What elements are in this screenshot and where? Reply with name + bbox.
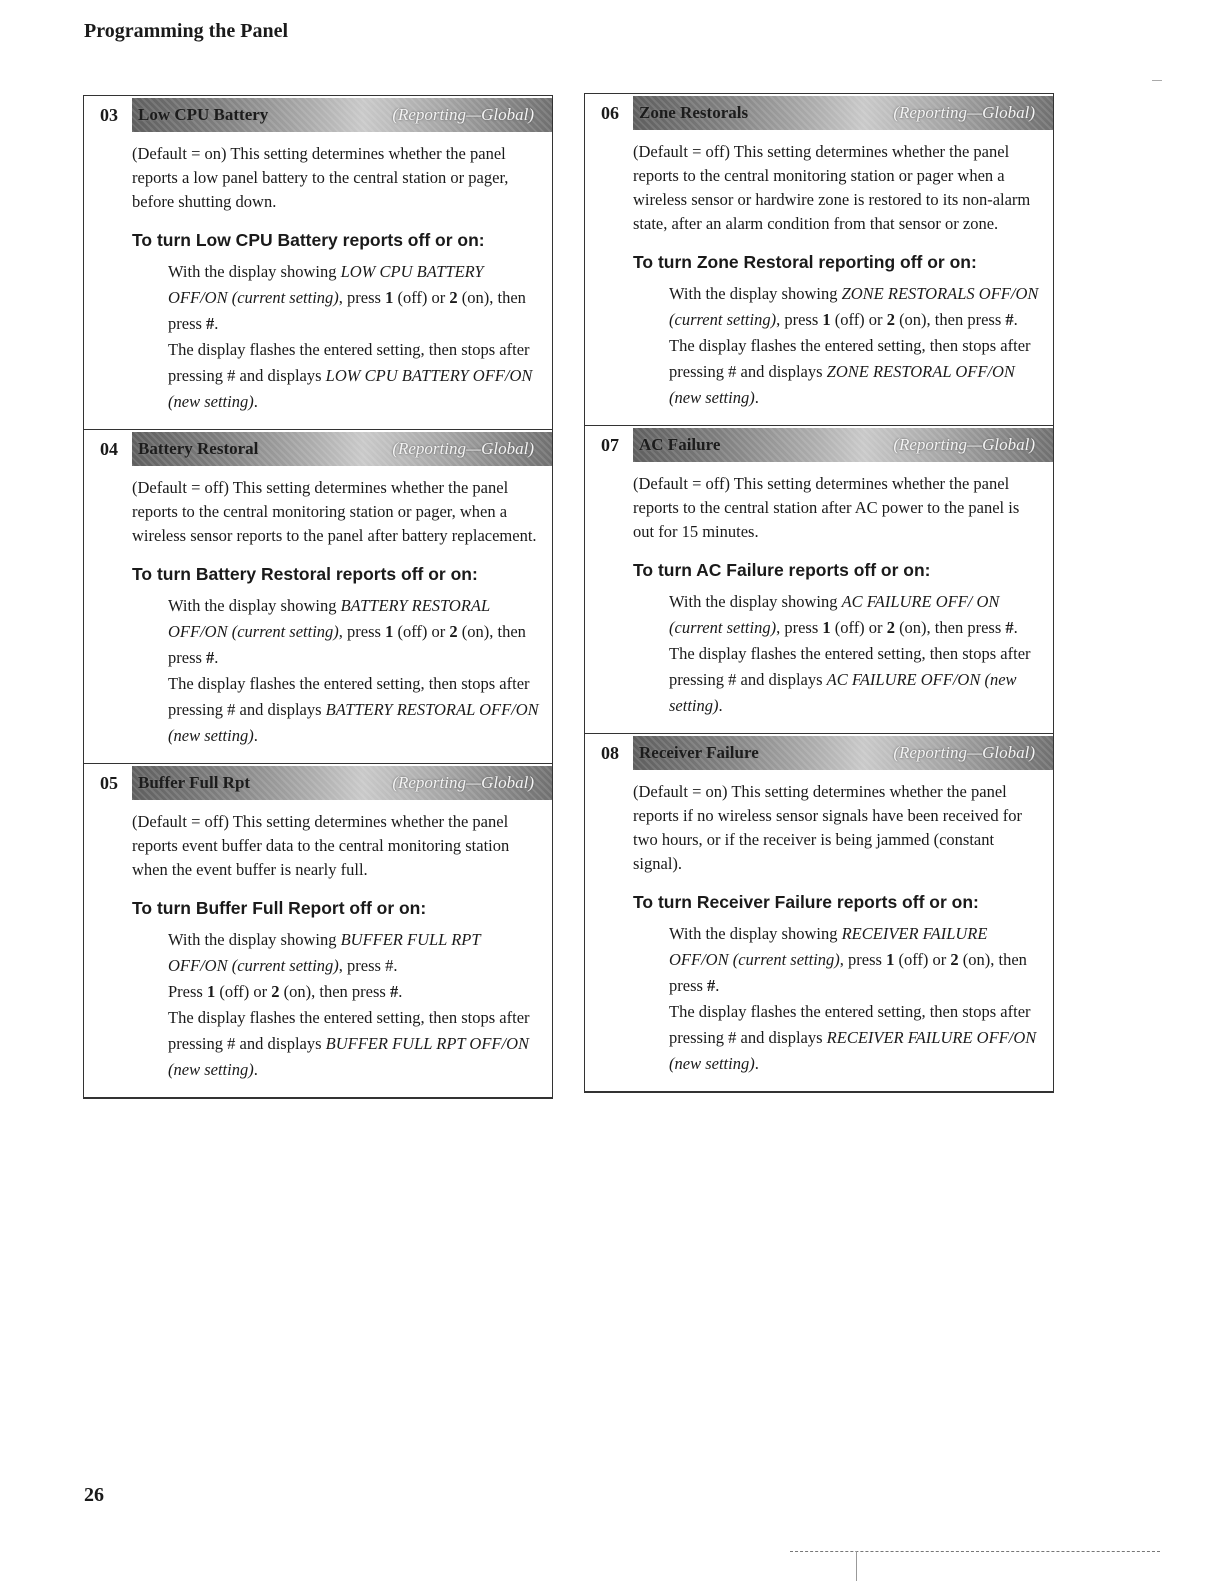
section-description: (Default = off) This setting determines whether the panel reports event buffer data to the central monitoring station when the event buffer is nearly full.	[132, 812, 510, 879]
instruction-steps	[168, 593, 542, 749]
section-06	[585, 94, 1053, 425]
instruction-heading: To turn Buffer Full Report off or on:	[132, 898, 427, 918]
instruction-step-1: With the display showing AC FAILURE OFF/ ON (current setting), press 1 (off) or 2 (on), then press #.	[669, 592, 1018, 637]
section-body	[585, 464, 1053, 733]
instruction-steps	[168, 259, 542, 415]
section-header	[585, 94, 1053, 132]
section-title: Low CPU Battery	[138, 105, 269, 124]
section-description: (Default = on) This setting determines whether the panel reports a low panel battery to the central station or pager, before shutting down.	[132, 144, 509, 211]
instruction-step-1: With the display showing BATTERY RESTORAL OFF/ON (current setting), press 1 (off) or 2 (on), then press #.	[168, 596, 526, 667]
instruction-heading: To turn Low CPU Battery reports off or on:	[132, 230, 485, 250]
section-number: 04	[100, 438, 118, 459]
section-description: (Default = off) This setting determines whether the panel reports to the central monitoring station or pager when a wireless sensor or hardwire zone is restored to its non-alarm state, after an alarm condition from that sensor or zone.	[633, 142, 1031, 233]
section-category: (Reporting—Global)	[893, 103, 1035, 122]
section-title: Zone Restorals	[639, 103, 749, 122]
section-category: (Reporting—Global)	[392, 773, 534, 792]
instruction-step-1: With the display showing LOW CPU BATTERY OFF/ON (current setting), press 1 (off) or 2 (on), then press #.	[168, 262, 526, 333]
instruction-heading: To turn Receiver Failure reports off or on:	[633, 892, 979, 912]
section-description: (Default = on) This setting determines whether the panel reports if no wireless sensor signals have been received for two hours, or if the receiver is being jammed (constant signal).	[633, 782, 1022, 873]
section-category: (Reporting—Global)	[392, 105, 534, 124]
section-body	[585, 772, 1053, 1091]
section-header	[84, 430, 552, 468]
section-title: Buffer Full Rpt	[138, 773, 251, 792]
section-number: 05	[100, 772, 118, 793]
section-number: 08	[601, 742, 619, 763]
instruction-step-1: With the display showing BUFFER FULL RPT OFF/ON (current setting), press #.	[168, 930, 481, 975]
section-header	[84, 96, 552, 134]
section-header	[84, 764, 552, 802]
instruction-step-2: The display flashes the entered setting, then stops after pressing # and displays LOW CPU BATTERY OFF/ON (new setting).	[168, 340, 533, 411]
left-column	[83, 95, 553, 1099]
section-body	[84, 134, 552, 429]
section-title-bar	[633, 96, 1053, 130]
page-header: Programming the Panel	[84, 20, 289, 42]
section-03	[84, 96, 552, 429]
instruction-steps	[168, 927, 542, 1083]
section-number: 06	[601, 102, 619, 123]
footer-tick	[856, 1551, 857, 1581]
section-title: Receiver Failure	[639, 743, 759, 762]
section-category: (Reporting—Global)	[392, 439, 534, 458]
section-title-bar	[132, 432, 552, 466]
instruction-step-1b: Press 1 (off) or 2 (on), then press #.	[168, 982, 403, 1001]
instruction-heading: To turn Zone Restoral reporting off or on:	[633, 252, 977, 272]
instruction-steps	[669, 589, 1043, 719]
section-category: (Reporting—Global)	[893, 743, 1035, 762]
instruction-steps	[669, 921, 1043, 1077]
section-number: 07	[601, 434, 619, 455]
footer-rule	[790, 1551, 1160, 1552]
section-number: 03	[100, 104, 118, 125]
section-title-bar	[132, 98, 552, 132]
section-body	[585, 132, 1053, 425]
section-08	[585, 733, 1053, 1091]
section-05	[84, 763, 552, 1097]
instruction-step-2: The display flashes the entered setting, then stops after pressing # and displays AC FAILURE OFF/ON (new setting).	[669, 644, 1031, 715]
section-body	[84, 468, 552, 763]
section-category: (Reporting—Global)	[893, 435, 1035, 454]
instruction-step-2: The display flashes the entered setting, then stops after pressing # and displays BUFFER FULL RPT OFF/ON (new setting).	[168, 1008, 530, 1079]
section-header	[585, 426, 1053, 464]
section-description: (Default = off) This setting determines whether the panel reports to the central station after AC power to the panel is out for 15 minutes.	[633, 474, 1020, 541]
instruction-step-2: The display flashes the entered setting, then stops after pressing # and displays BATTERY RESTORAL OFF/ON (new setting).	[168, 674, 539, 745]
page-number: 26	[84, 1484, 104, 1506]
instruction-steps	[669, 281, 1043, 411]
section-07	[585, 425, 1053, 733]
instruction-step-2: The display flashes the entered setting, then stops after pressing # and displays RECEIVER FAILURE OFF/ON (new setting).	[669, 1002, 1037, 1073]
instruction-step-1: With the display showing ZONE RESTORALS OFF/ON (current setting), press 1 (off) or 2 (on), then press #.	[669, 284, 1039, 329]
right-column	[584, 93, 1054, 1093]
section-description: (Default = off) This setting determines whether the panel reports to the central monitoring station or pager, when a wireless sensor reports to the panel after battery replacement.	[132, 478, 537, 545]
section-04	[84, 429, 552, 763]
section-title: Battery Restoral	[138, 439, 259, 458]
section-title: AC Failure	[639, 435, 721, 454]
section-title-bar	[132, 766, 552, 800]
section-title-bar	[633, 428, 1053, 462]
section-title-bar	[633, 736, 1053, 770]
instruction-step-1: With the display showing RECEIVER FAILURE OFF/ON (current setting), press 1 (off) or 2 (on), then press #.	[669, 924, 1027, 995]
margin-mark	[1152, 80, 1162, 81]
instruction-heading: To turn AC Failure reports off or on:	[633, 560, 931, 580]
instruction-step-2: The display flashes the entered setting, then stops after pressing # and displays ZONE RESTORAL OFF/ON (new setting).	[669, 336, 1031, 407]
section-header	[585, 734, 1053, 772]
section-body	[84, 802, 552, 1097]
instruction-heading: To turn Battery Restoral reports off or on:	[132, 564, 478, 584]
